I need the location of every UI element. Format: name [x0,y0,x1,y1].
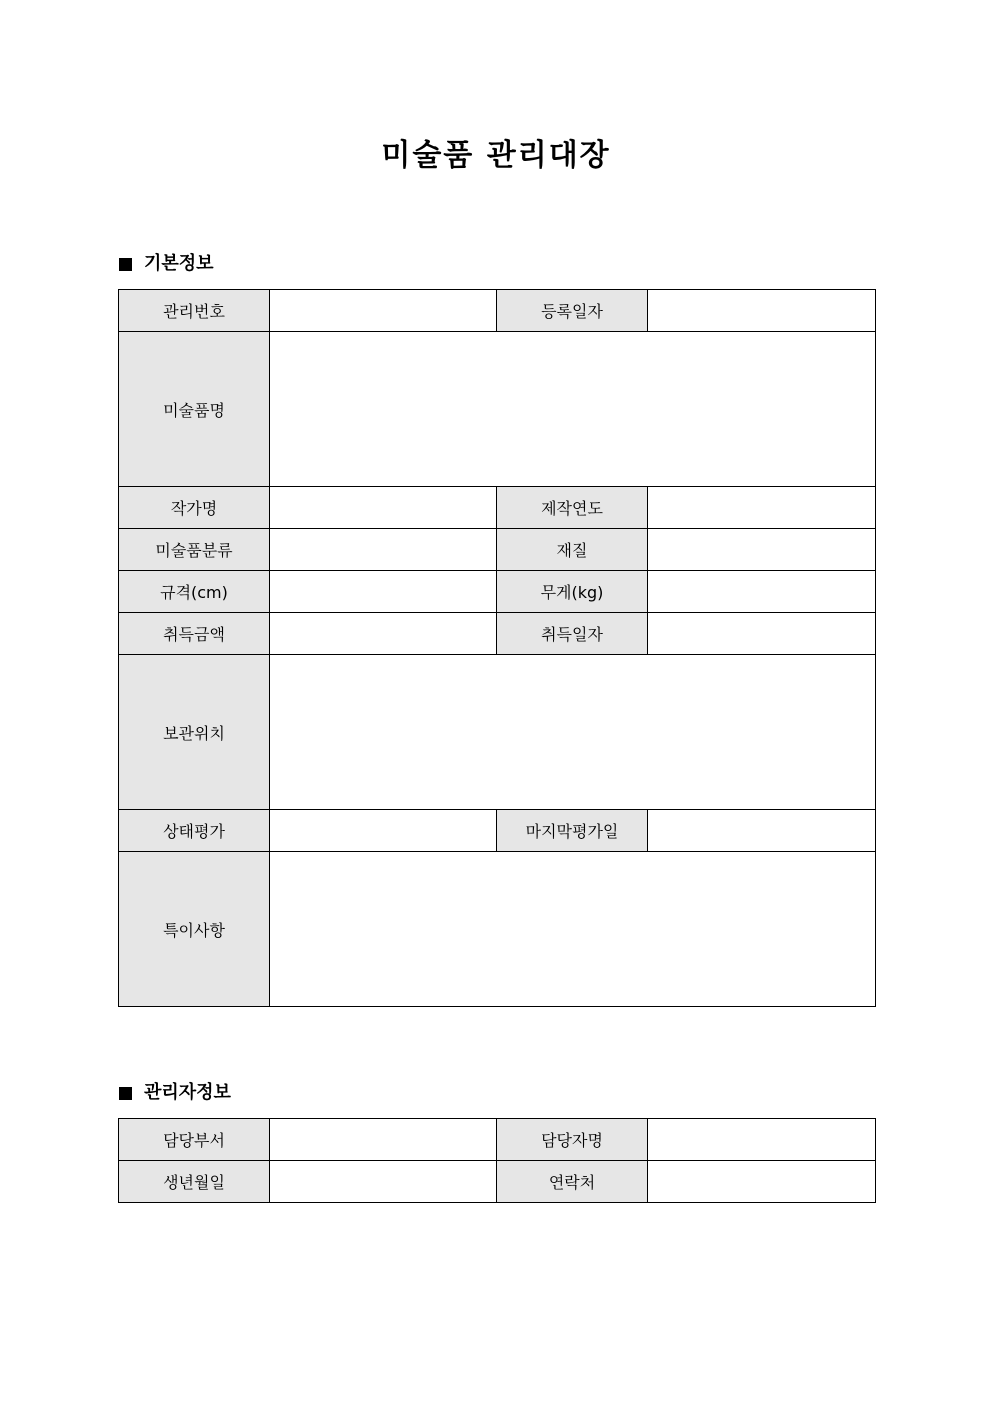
field-label-last-evaluation-date: 마지막평가일 [497,810,648,852]
field-label-artist-name: 작가명 [119,487,270,529]
acquisition-amount-field[interactable] [270,613,497,655]
material-field[interactable] [648,529,876,571]
weight-field[interactable] [648,571,876,613]
field-label-birth-date: 생년월일 [119,1161,270,1203]
document-title: 미술품 관리대장 [381,138,611,173]
registration-date-field[interactable] [648,290,876,332]
field-label-registration-date: 등록일자 [497,290,648,332]
field-label-acquisition-date: 취득일자 [497,613,648,655]
table-row [119,487,876,529]
field-label-condition-evaluation: 상태평가 [119,810,270,852]
field-label-weight: 무게(kg) [497,571,648,613]
artist-name-field[interactable] [270,487,497,529]
artwork-name-field[interactable] [270,332,876,487]
field-label-artwork-name: 미술품명 [119,332,270,487]
table-row [119,1119,876,1161]
field-label-material: 재질 [497,529,648,571]
table-row [119,332,876,487]
table-row [119,810,876,852]
manager-info-table [118,1118,876,1203]
artwork-category-field[interactable] [270,529,497,571]
management-number-field[interactable] [270,290,497,332]
condition-evaluation-field[interactable] [270,810,497,852]
field-label-production-year: 제작연도 [497,487,648,529]
field-label-artwork-category: 미술품분류 [119,529,270,571]
table-row [119,571,876,613]
birth-date-field[interactable] [270,1161,497,1203]
contact-field[interactable] [648,1161,876,1203]
production-year-field[interactable] [648,487,876,529]
field-label-storage-location: 보관위치 [119,655,270,810]
field-label-acquisition-amount: 취득금액 [119,613,270,655]
dimensions-field[interactable] [270,571,497,613]
table-row [119,613,876,655]
manager-name-field[interactable] [648,1119,876,1161]
square-bullet-icon [119,258,132,271]
acquisition-date-field[interactable] [648,613,876,655]
remarks-field[interactable] [270,852,876,1007]
table-row [119,529,876,571]
field-label-manager-name: 담당자명 [497,1119,648,1161]
field-label-dimensions: 규격(cm) [119,571,270,613]
table-row [119,1161,876,1203]
field-label-remarks: 특이사항 [119,852,270,1007]
section-heading-label: 관리자정보 [144,1082,231,1103]
table-row [119,290,876,332]
section-heading-basic [119,252,214,276]
section-heading-label: 기본정보 [144,253,214,274]
basic-info-table [118,289,876,1007]
storage-location-field[interactable] [270,655,876,810]
table-row [119,655,876,810]
field-label-management-number: 관리번호 [119,290,270,332]
field-label-department: 담당부서 [119,1119,270,1161]
square-bullet-icon [119,1087,132,1100]
section-heading-manager [119,1081,231,1105]
table-row [119,852,876,1007]
department-field[interactable] [270,1119,497,1161]
field-label-contact: 연락처 [497,1161,648,1203]
last-evaluation-date-field[interactable] [648,810,876,852]
